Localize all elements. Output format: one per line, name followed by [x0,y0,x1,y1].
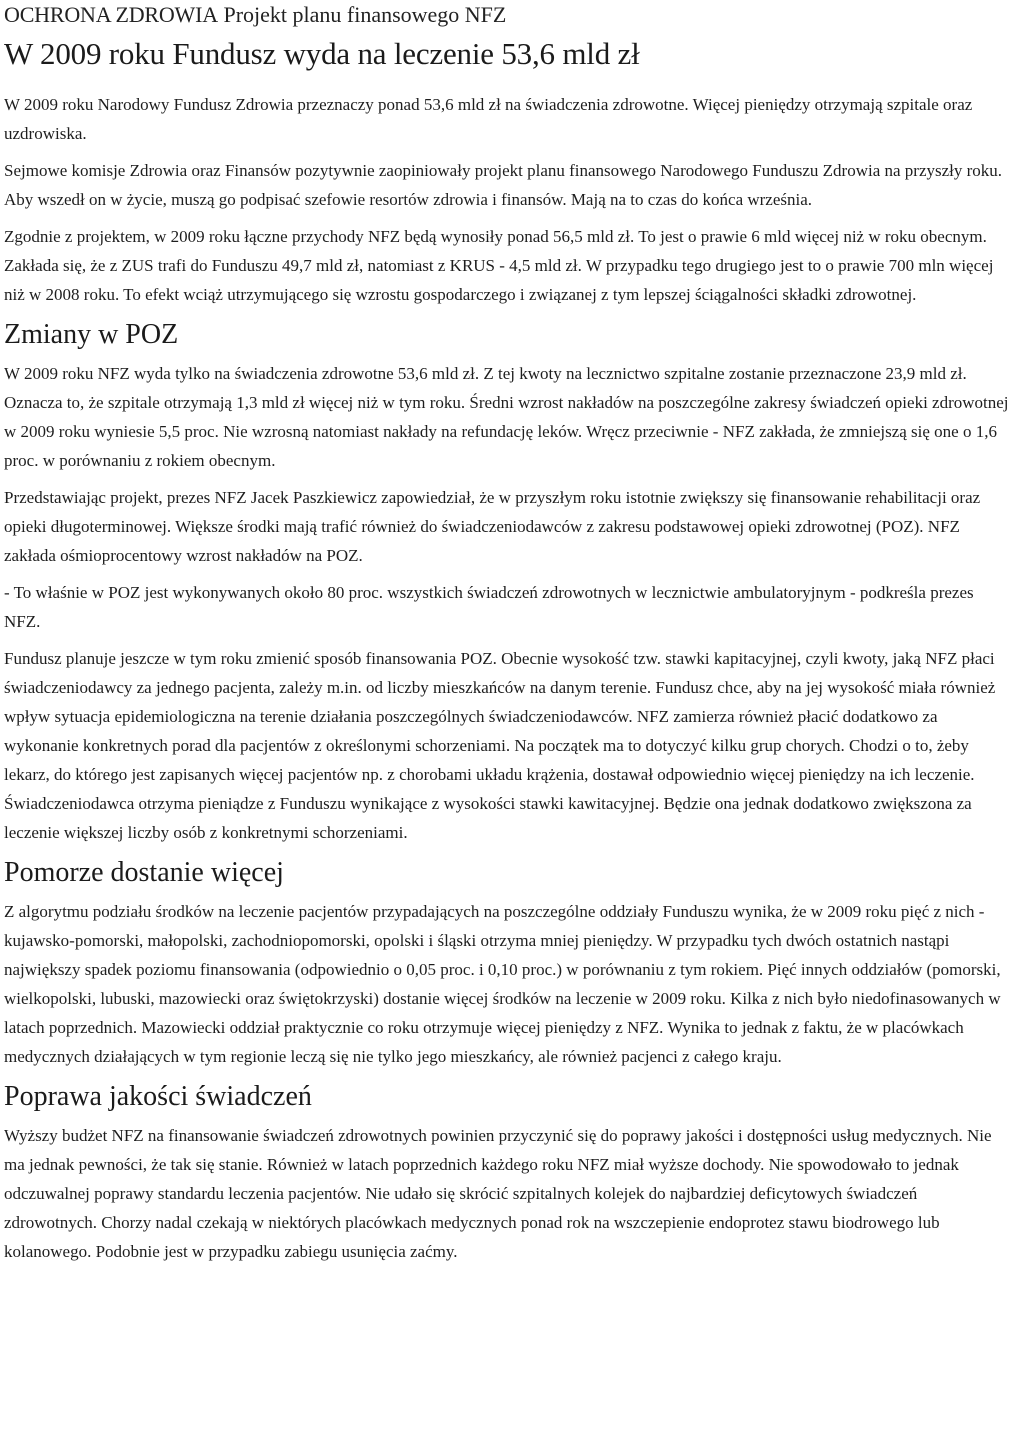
section-heading-poz: Zmiany w POZ [4,319,179,350]
poz-paragraph-4: Fundusz planuje jeszcze w tym roku zmienić sposób finansowania POZ. Obecnie wysokość tzw. stawki kapitacyjnej, czyli kwoty, jaką NFZ płaci świadczeniodawcy za jednego pacjenta, zależy m.in. od liczby mieszkańców na danym terenie. Fundusz chce, aby na jej wysokość miała również wpływ sytuacja epidemiologiczna na terenie działania poszczególnych świadczeniodawców. NFZ zamierza również płacić dodatkowo za wykonanie konkretnych porad dla pacjentów z określonymi schorzeniami. Na początek ma to dotyczyć kilku grup chorych. Chodzi o to, żeby lekarz, do którego jest zapisanych więcej pacjentów np. z chorobami układu krążenia, dostawał odpowiednio więcej pieniędzy na ich leczenie. Świadczeniodawca otrzyma pieniądze z Funduszu wynikające z wysokości stawki kawitacyjnej. Będzie ona jednak dodatkowo zwiększona za leczenie większej liczby osób z konkretnymi schorzeniami. [4,649,996,842]
section-heading-pomorze: Pomorze dostanie więcej [4,857,284,888]
section-heading-jakosc: Poprawa jakości świadczeń [4,1081,312,1112]
intro-paragraph-2: Sejmowe komisje Zdrowia oraz Finansów pozytywnie zaopiniowały projekt planu finansowego Narodowego Funduszu Zdrowia na przyszły roku. Aby wszedł on w życie, muszą go podpisać szefowie resortów zdrowia i finansów. Mają na to czas do końca września. [4,161,1003,209]
article-title: W 2009 roku Fundusz wyda na leczenie 53,6 mld zł [4,36,640,71]
category-label: OCHRONA ZDROWIA [4,2,218,27]
pomorze-paragraph-1: Z algorytmu podziału środków na leczenie pacjentów przypadających na poszczególne oddziały Funduszu wynika, że w 2009 roku pięć z nich - kujawsko-pomorski, małopolski, zachodniopomorski, opolski i śląski otrzyma mniej pieniędzy. W przypadku tych dwóch ostatnich nastąpi największy spadek poziomu finansowania (odpowiednio o 0,05 proc. i 0,10 proc.) w porównaniu z tym rokiem. Pięć innych oddziałów (pomorski, wielkopolski, lubuski, mazowiecki oraz świętokrzyski) dostanie więcej środków na leczenie w 2009 roku. Kilka z nich było niedofinasowanych w latach poprzednich. Mazowiecki oddział praktycznie co roku otrzymuje więcej pieniędzy z NFZ. Wynika to jednak z faktu, że w placówkach medycznych działających w tym regionie leczą się nie tylko jego mieszkańcy, ale również pacjenci z całego kraju. [4,902,1001,1066]
project-label: Projekt planu finansowego NFZ [223,2,507,27]
intro-paragraph-1: W 2009 roku Narodowy Fundusz Zdrowia przeznaczy ponad 53,6 mld zł na świadczenia zdrowotne. Więcej pieniędzy otrzymają szpitale oraz uzdrowiska. [4,95,973,143]
poz-paragraph-2: Przedstawiając projekt, prezes NFZ Jacek Paszkiewicz zapowiedział, że w przyszłym roku istotnie zwiększy się finansowanie rehabilitacji oraz opieki długoterminowej. Większe środki mają trafić również do świadczeniodawców z zakresu podstawowej opieki zdrowotnej (POZ). NFZ zakłada ośmioprocentowy wzrost nakładów na POZ. [4,488,981,565]
intro-paragraph-3: Zgodnie z projektem, w 2009 roku łączne przychody NFZ będą wynosiły ponad 56,5 mld zł. To jest o prawie 6 mld więcej niż w roku obecnym. Zakłada się, że z ZUS trafi do Funduszu 49,7 mld zł, natomiast z KRUS - 4,5 mld zł. W przypadku tego drugiego jest to o prawie 700 mln więcej niż w 2008 roku. To efekt wciąż utrzymującego się wzrostu gospodarczego i związanej z tym lepszej ściągalności składki zdrowotnej. [4,227,994,304]
poz-paragraph-3: - To właśnie w POZ jest wykonywanych około 80 proc. wszystkich świadczeń zdrowotnych w lecznictwie ambulatoryjnym - podkreśla prezes NFZ. [4,583,974,631]
poz-paragraph-1: W 2009 roku NFZ wyda tylko na świadczenia zdrowotne 53,6 mld zł. Z tej kwoty na lecznictwo szpitalne zostanie przeznaczone 23,9 mld zł. Oznacza to, że szpitale otrzymają 1,3 mld zł więcej niż w tym roku. Średni wzrost nakładów na poszczególne zakresy świadczeń opieki zdrowotnej w 2009 roku wyniesie 5,5 proc. Nie wzrosną natomiast nakłady na refundację leków. Wręcz przeciwnie - NFZ zakłada, że zmniejszą się one o 1,6 proc. w porównaniu z rokiem obecnym. [4,364,1009,470]
article-kicker [4,0,1009,32]
jakosc-paragraph-1: Wyższy budżet NFZ na finansowanie świadczeń zdrowotnych powinien przyczynić się do poprawy jakości i dostępności usług medycznych. Nie ma jednak pewności, że tak się stanie. Również w latach poprzednich każdego roku NFZ miał wyższe dochody. Nie spowodowało to jednak odczuwalnej poprawy standardu leczenia pacjentów. Nie udało się skrócić szpitalnych kolejek do najbardziej deficytowych świadczeń zdrowotnych. Chorzy nadal czekają w niektórych placówkach medycznych ponad rok na wszczepienie endoprotez stawu biodrowego lub kolanowego. Podobnie jest w przypadku zabiegu usunięcia zaćmy. [4,1126,992,1261]
